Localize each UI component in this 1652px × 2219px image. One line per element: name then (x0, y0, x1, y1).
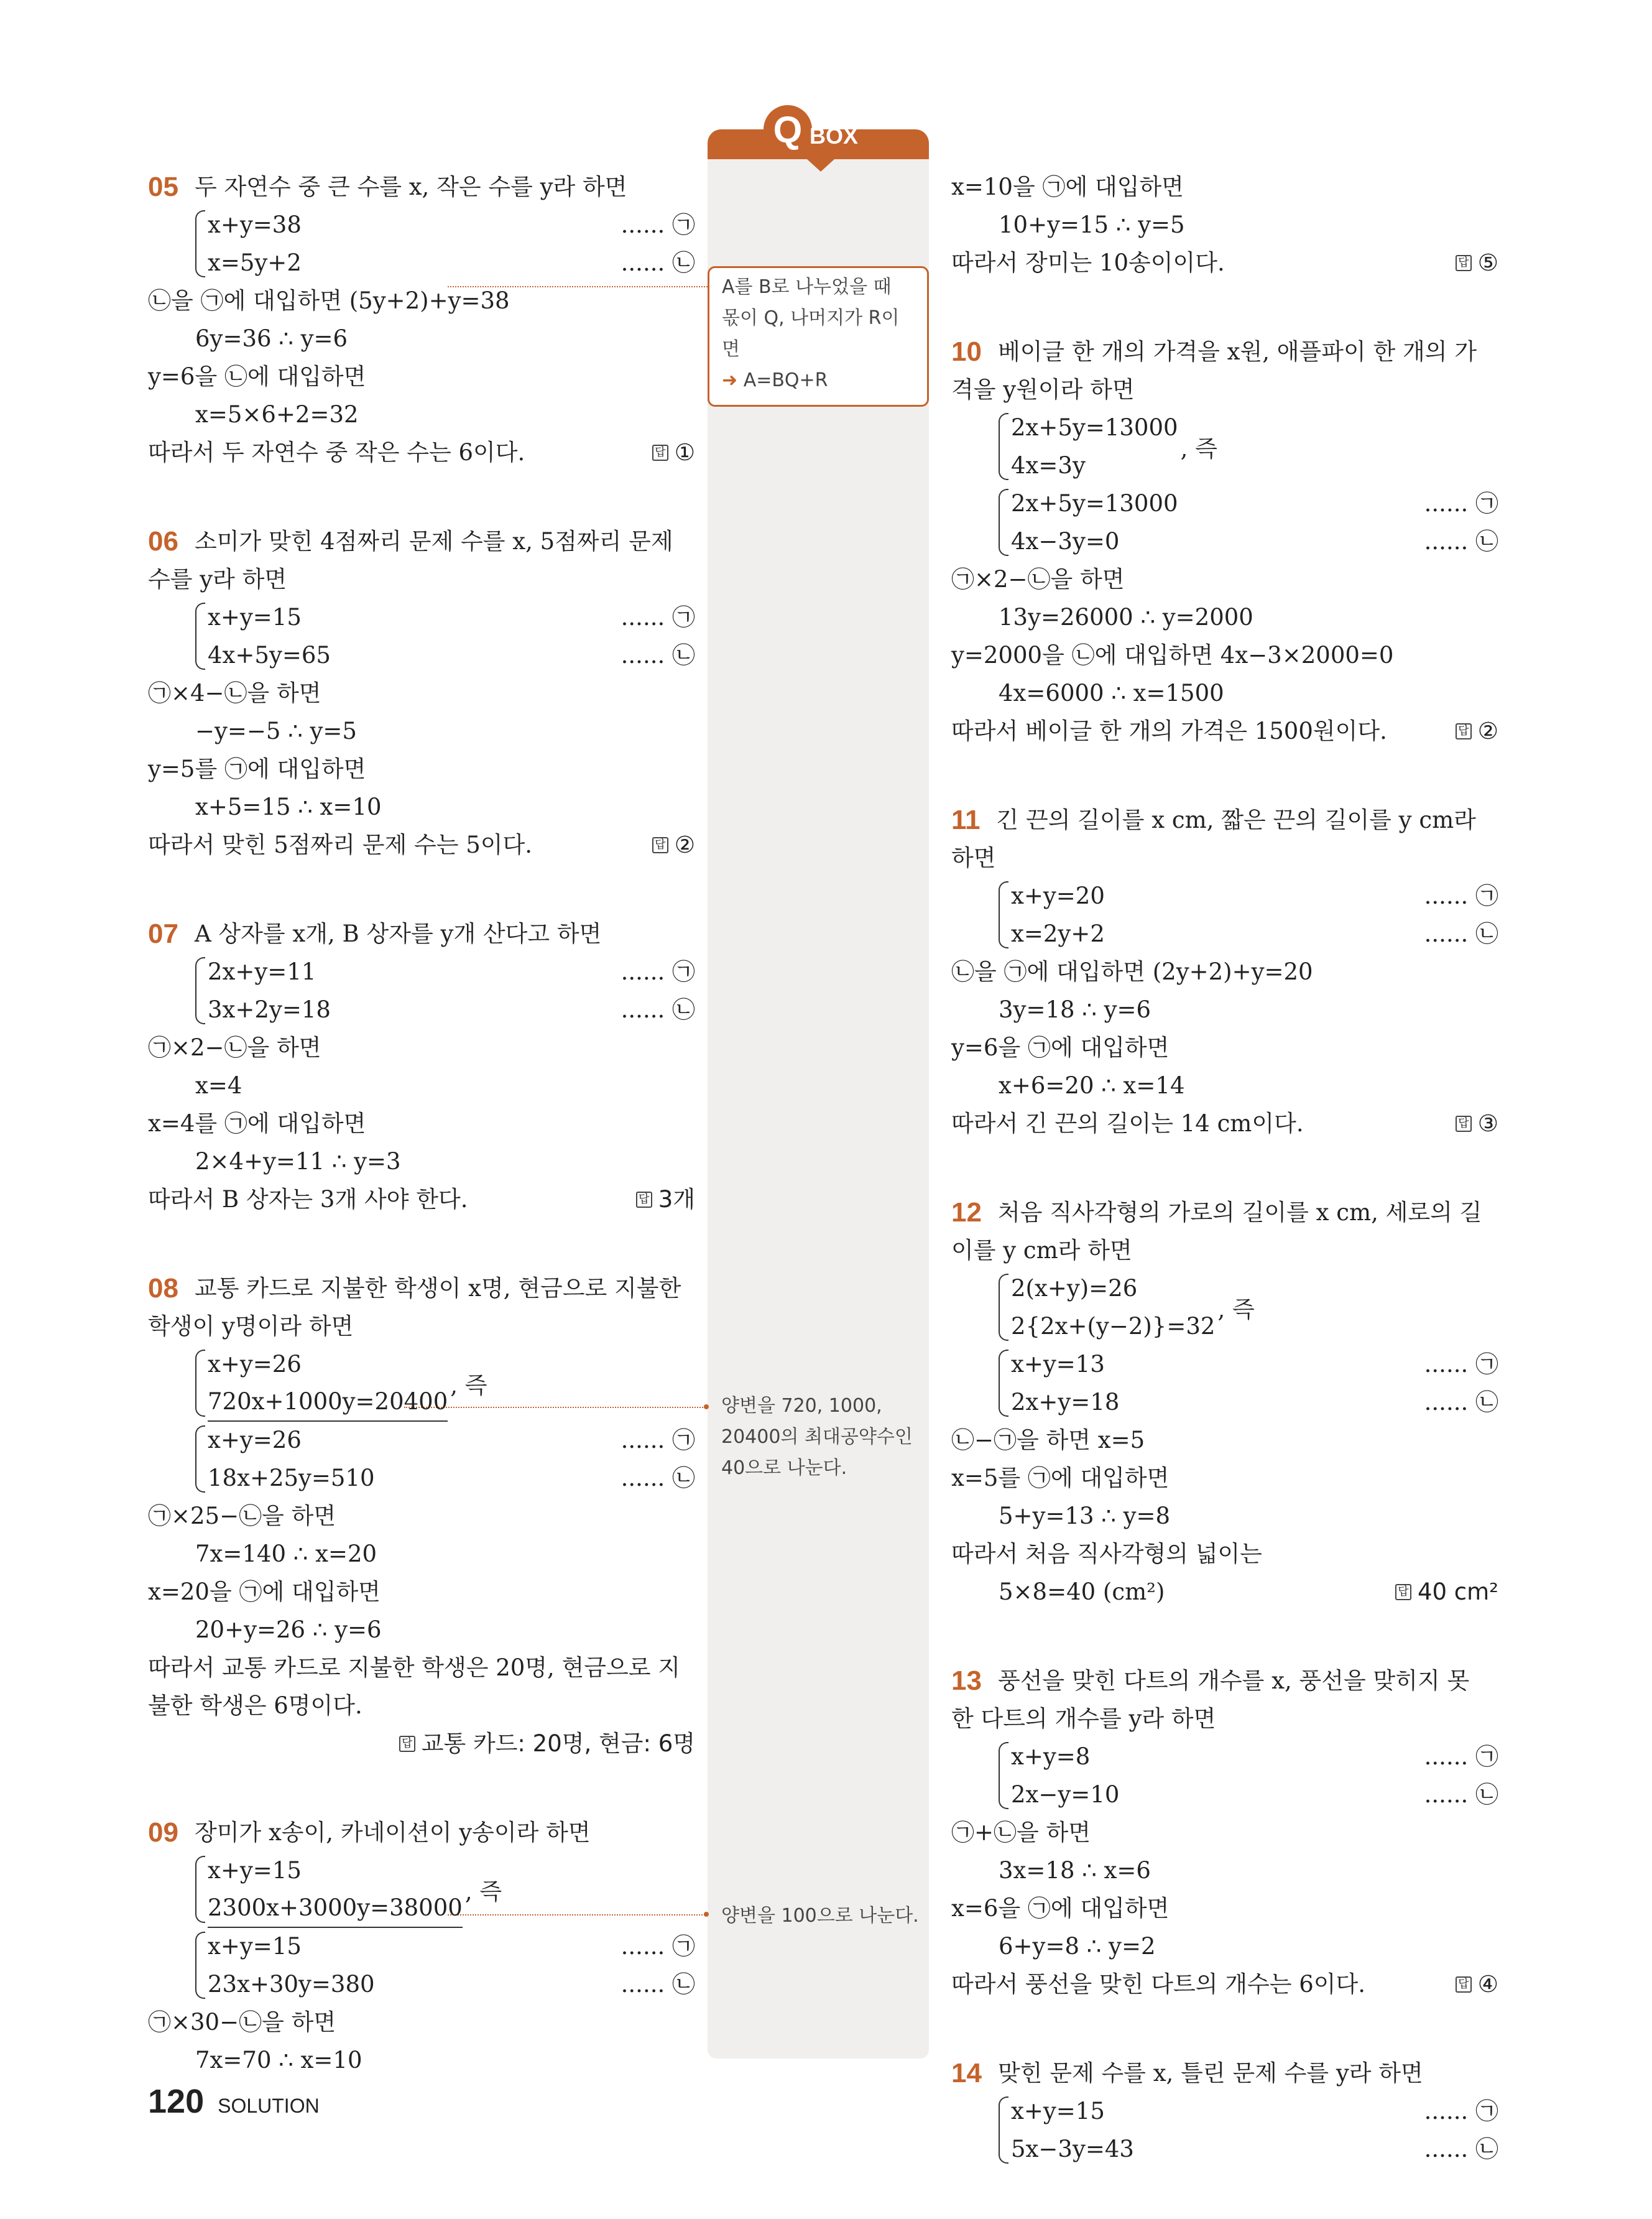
conclusion: 따라서 처음 직사각형의 넓이는 (951, 1540, 1262, 1567)
answer (636, 1180, 695, 1218)
page-footer (148, 2082, 320, 2121)
equation-system (148, 1345, 695, 1421)
problem-number: 08 (148, 1273, 178, 1304)
answer-icon: 답 (652, 837, 668, 853)
answer-icon: 답 (1456, 723, 1472, 739)
that-is-label: , 즉 (450, 1372, 487, 1399)
problem-intro: 한 다트의 개수를 y라 하면 (951, 1705, 1216, 1732)
equation-tag: ...... ㉡ (621, 996, 695, 1023)
problem-12 (951, 1193, 1498, 1611)
left-column (148, 168, 695, 2130)
answer-value: ② (1477, 718, 1498, 744)
equation-system (148, 1421, 695, 1497)
brace-icon (195, 603, 205, 670)
equation-tag: ...... ㉠ (621, 604, 695, 631)
problem-number: 05 (148, 172, 178, 202)
qbox-note-division-formula: A=BQ+R (743, 369, 828, 391)
problem-intro: 소미가 맞힌 4점짜리 문제 수를 x, 5점짜리 문제 (194, 528, 673, 555)
problem-intro: 두 자연수 중 큰 수를 x, 작은 수를 y라 하면 (194, 174, 627, 200)
solution-line: 5+y=13 ∴ y=8 (999, 1503, 1171, 1529)
conclusion: 따라서 베이글 한 개의 가격은 1500원이다. (951, 718, 1387, 744)
equation-tag: ...... ㉡ (1424, 1389, 1498, 1415)
problem-14 (951, 2054, 1498, 2168)
answer (399, 1725, 695, 1763)
equation-tag: ...... ㉠ (1424, 2098, 1498, 2124)
solution-line: ㉠×30−㉡을 하면 (148, 2009, 336, 2036)
equation: x+y=13 (1011, 1351, 1105, 1378)
solution-line: 3y=18 ∴ y=6 (999, 996, 1151, 1023)
answer-icon: 답 (1456, 255, 1472, 271)
problem-intro: 풍선을 맞힌 다트의 개수를 x, 풍선을 맞히지 못 (997, 1667, 1470, 1694)
problem-intro: A 상자를 x개, B 상자를 y개 산다고 하면 (194, 920, 602, 947)
solution-line: y=6을 ㉡에 대입하면 (148, 363, 366, 390)
equation: 2x+y=11 (208, 958, 316, 985)
qbox-note-division (708, 266, 929, 407)
brace-icon (195, 1425, 205, 1493)
equation-system (951, 877, 1498, 953)
right-column (951, 168, 1498, 2219)
connector-dot (704, 1404, 709, 1409)
answer (1456, 1965, 1498, 2003)
equation-tag: ...... ㉠ (1424, 1351, 1498, 1378)
answer-value: 40 cm² (1417, 1578, 1498, 1605)
equation: 2x+5y=13000 (1011, 414, 1178, 441)
problem-number: 09 (148, 1817, 178, 1848)
equation: 2{2x+(y−2)}=32 (1011, 1313, 1216, 1340)
qbox-logo (764, 104, 858, 154)
answer-value: 교통 카드: 20명, 현금: 6명 (421, 1730, 695, 1757)
footer-label: SOLUTION (218, 2095, 320, 2117)
equation: 2x−y=10 (1011, 1781, 1120, 1808)
solution-line: x=20을 ㉠에 대입하면 (148, 1578, 381, 1605)
problem-number: 14 (951, 2058, 982, 2088)
answer (1456, 244, 1498, 282)
equation-system (148, 953, 695, 1029)
problem-intro: 격을 y원이라 하면 (951, 376, 1135, 403)
answer-value: ① (674, 439, 695, 466)
equation: x=5y+2 (208, 249, 302, 276)
solution-line: 7x=140 ∴ x=20 (195, 1540, 377, 1567)
solution-line: x=5를 ㉠에 대입하면 (951, 1465, 1170, 1491)
equation: 3x+2y=18 (208, 996, 331, 1023)
solution-line: y=6을 ㉠에 대입하면 (951, 1034, 1170, 1061)
qbox-panel (708, 129, 929, 2059)
answer-value: ② (674, 832, 695, 858)
brace-icon (195, 1350, 205, 1417)
problem-intro: 긴 끈의 길이를 x cm, 짧은 끈의 길이를 y cm라 (996, 807, 1476, 833)
problem-number: 06 (148, 526, 178, 557)
answer (652, 433, 695, 471)
equation: x+y=8 (1011, 1743, 1091, 1770)
solution-line: ㉠×2−㉡을 하면 (148, 1034, 321, 1061)
brace-icon (195, 1856, 205, 1923)
equation: 2(x+y)=26 (1011, 1275, 1138, 1302)
brace-icon (999, 1350, 1008, 1417)
equation-tag: ...... ㉡ (1424, 1781, 1498, 1808)
solution-line: 3x=18 ∴ x=6 (999, 1857, 1151, 1884)
problem-09-continued (951, 168, 1498, 282)
equation-tag: ...... ㉠ (1424, 1743, 1498, 1770)
conclusion: 따라서 풍선을 맞힌 다트의 개수는 6이다. (951, 1971, 1365, 1998)
solution-line: x+6=20 ∴ x=14 (999, 1072, 1185, 1099)
equation-system (951, 409, 1498, 484)
brace-icon (195, 1932, 205, 1999)
equation: 4x=3y (1011, 452, 1086, 479)
equation-tag: ...... ㉡ (621, 1465, 695, 1491)
solution-line: x=5×6+2=32 (195, 401, 359, 428)
answer-icon: 답 (1456, 1976, 1472, 1993)
equation: x=2y+2 (1011, 920, 1105, 947)
that-is-label: , 즉 (1217, 1296, 1255, 1323)
equation: 720x+1000y=20400 (208, 1383, 448, 1422)
solution-line: x=10을 ㉠에 대입하면 (951, 174, 1184, 200)
equation: 4x−3y=0 (1011, 528, 1120, 555)
equation-system (148, 598, 695, 674)
equation-system (148, 1851, 695, 1927)
equation: 2x+5y=13000 (1011, 490, 1178, 517)
equation: 23x+30y=380 (208, 1971, 375, 1998)
solution-line: ㉡을 ㉠에 대입하면 (2y+2)+y=20 (951, 958, 1313, 985)
problem-intro: 장미가 x송이, 카네이션이 y송이라 하면 (194, 1819, 591, 1846)
equation-system (951, 1345, 1498, 1421)
conclusion: 따라서 맞힌 5점짜리 문제 수는 5이다. (148, 832, 533, 858)
qbox-q-icon: Q (764, 105, 812, 154)
problem-number: 12 (951, 1197, 982, 1228)
brace-icon (999, 413, 1008, 480)
equation: x+y=26 (208, 1427, 302, 1453)
qbox-note-division-text: A를 B로 나누었을 때 몫이 Q, 나머지가 R이면 (722, 276, 900, 360)
solution-line: ㉠+㉡을 하면 (951, 1819, 1091, 1846)
qbox-note-divide-100: 양변을 100으로 나눈다. (721, 1905, 919, 1927)
problem-number: 07 (148, 919, 178, 949)
problem-intro: 하면 (951, 845, 996, 871)
solution-line: x=6을 ㉠에 대입하면 (951, 1895, 1170, 1922)
equation-tag: ...... ㉡ (1424, 920, 1498, 947)
conclusion: 따라서 두 자연수 중 작은 수는 6이다. (148, 439, 525, 466)
answer-value: ⑤ (1477, 249, 1498, 276)
solution-line: y=5를 ㉠에 대입하면 (148, 756, 366, 782)
page-number: 120 (148, 2083, 205, 2120)
solution-line: ㉡을 ㉠에 대입하면 (5y+2)+y=38 (148, 287, 510, 314)
equation-tag: ...... ㉠ (621, 1427, 695, 1453)
equation-system (148, 1927, 695, 2003)
answer-value: ④ (1477, 1971, 1498, 1998)
solution-line: 13y=26000 ∴ y=2000 (999, 604, 1253, 631)
equation-system (951, 484, 1498, 560)
that-is-label: , 즉 (464, 1878, 502, 1905)
solution-line: ㉠×4−㉡을 하면 (148, 680, 321, 706)
problem-intro: 이를 y cm라 하면 (951, 1237, 1132, 1264)
brace-icon (999, 1742, 1008, 1809)
brace-icon (195, 957, 205, 1024)
solution-line: 5×8=40 (cm²) (999, 1578, 1165, 1605)
answer-value: 3개 (658, 1186, 695, 1213)
conclusion: 따라서 긴 끈의 길이는 14 cm이다. (951, 1110, 1304, 1137)
solution-line: x=4를 ㉠에 대입하면 (148, 1110, 366, 1137)
solution-line: 2×4+y=11 ∴ y=3 (195, 1148, 401, 1175)
problem-09 (148, 1814, 695, 2079)
problem-10 (951, 333, 1498, 750)
answer-icon: 답 (1456, 1116, 1472, 1132)
answer-icon: 답 (399, 1736, 415, 1752)
answer (1395, 1573, 1498, 1611)
problem-intro: 베이글 한 개의 가격을 x원, 애플파이 한 개의 가 (997, 338, 1477, 365)
problem-number: 11 (951, 805, 981, 835)
equation: x+y=15 (208, 1857, 302, 1884)
answer-icon: 답 (652, 445, 668, 461)
equation-system (148, 206, 695, 282)
connector-dot (704, 1912, 709, 1917)
problem-number: 13 (951, 1665, 982, 1696)
solution-line: x+5=15 ∴ x=10 (195, 794, 382, 820)
problem-11 (951, 801, 1498, 1142)
equation-tag: ...... ㉡ (1424, 2136, 1498, 2162)
problem-06 (148, 522, 695, 864)
arrow-icon: ➜ (722, 369, 738, 391)
brace-icon (999, 1274, 1008, 1341)
answer (652, 826, 695, 864)
conclusion: 따라서 장미는 10송이이다. (951, 249, 1225, 276)
qbox-pointer-icon (807, 159, 834, 172)
equation: x+y=15 (208, 1933, 302, 1960)
equation: x+y=15 (1011, 2098, 1105, 2124)
solution-line: 7x=70 ∴ x=10 (195, 2047, 362, 2073)
equation: x+y=26 (208, 1351, 302, 1378)
problem-intro: 교통 카드로 지불한 학생이 x명, 현금으로 지불한 (194, 1275, 681, 1302)
problem-intro: 수를 y라 하면 (148, 566, 287, 593)
problem-08 (148, 1269, 695, 1763)
equation-tag: ...... ㉡ (1424, 528, 1498, 555)
solution-line: ㉠×25−㉡을 하면 (148, 1503, 336, 1529)
equation-tag: ...... ㉠ (621, 958, 695, 985)
equation-tag: ...... ㉡ (621, 249, 695, 276)
answer (1456, 1105, 1498, 1142)
solution-line: x=4 (195, 1072, 242, 1099)
equation-tag: ...... ㉠ (621, 211, 695, 238)
brace-icon (195, 210, 205, 277)
equation-tag: ...... ㉠ (621, 1933, 695, 1960)
conclusion: 따라서 B 상자는 3개 사야 한다. (148, 1186, 468, 1213)
solution-line: 20+y=26 ∴ y=6 (195, 1616, 382, 1643)
solution-line: 6+y=8 ∴ y=2 (999, 1933, 1156, 1960)
that-is-label: , 즉 (1180, 435, 1217, 462)
solution-line: −y=−5 ∴ y=5 (195, 718, 357, 744)
equation: x+y=15 (208, 604, 302, 631)
conclusion: 불한 학생은 6명이다. (148, 1692, 362, 1719)
problem-number: 10 (951, 336, 982, 367)
solution-line: 10+y=15 ∴ y=5 (999, 211, 1185, 238)
equation: 2x+y=18 (1011, 1389, 1120, 1415)
equation: 18x+25y=510 (208, 1465, 375, 1491)
brace-icon (999, 881, 1008, 948)
solution-line: y=2000을 ㉡에 대입하면 4x−3×2000=0 (951, 642, 1394, 669)
solution-line: ㉡−㉠을 하면 x=5 (951, 1427, 1145, 1453)
equation: 2300x+3000y=38000 (208, 1889, 463, 1928)
answer-value: ③ (1477, 1110, 1498, 1137)
problem-07 (148, 915, 695, 1218)
problem-intro: 처음 직사각형의 가로의 길이를 x cm, 세로의 길 (997, 1199, 1482, 1226)
equation: x+y=20 (1011, 883, 1105, 909)
solution-line: 6y=36 ∴ y=6 (195, 325, 348, 352)
equation: x+y=38 (208, 211, 302, 238)
problem-intro: 맞힌 문제 수를 x, 틀린 문제 수를 y라 하면 (997, 2060, 1423, 2087)
qbox-word: BOX (810, 123, 859, 149)
answer-icon: 답 (1395, 1584, 1411, 1600)
solution-line: 4x=6000 ∴ x=1500 (999, 680, 1224, 706)
brace-icon (999, 2096, 1008, 2164)
qbox-note-gcd: 양변을 720, 1000, 20400의 최대공약수인 40으로 나눈다. (721, 1395, 913, 1479)
problem-13 (951, 1662, 1498, 2003)
problem-intro: 학생이 y명이라 하면 (148, 1313, 354, 1340)
answer (1456, 712, 1498, 750)
equation-system (951, 2092, 1498, 2168)
equation-system (951, 1269, 1498, 1345)
equation-tag: ...... ㉡ (621, 642, 695, 669)
problem-05 (148, 168, 695, 471)
conclusion: 따라서 교통 카드로 지불한 학생은 20명, 현금으로 지 (148, 1654, 681, 1681)
equation-tag: ...... ㉡ (621, 1971, 695, 1998)
equation: 5x−3y=43 (1011, 2136, 1134, 2162)
brace-icon (999, 489, 1008, 556)
equation-system (951, 1738, 1498, 1814)
solution-line: ㉠×2−㉡을 하면 (951, 566, 1125, 593)
equation: 4x+5y=65 (208, 642, 331, 669)
equation-tag: ...... ㉠ (1424, 490, 1498, 517)
answer-icon: 답 (636, 1192, 652, 1208)
equation-tag: ...... ㉠ (1424, 883, 1498, 909)
